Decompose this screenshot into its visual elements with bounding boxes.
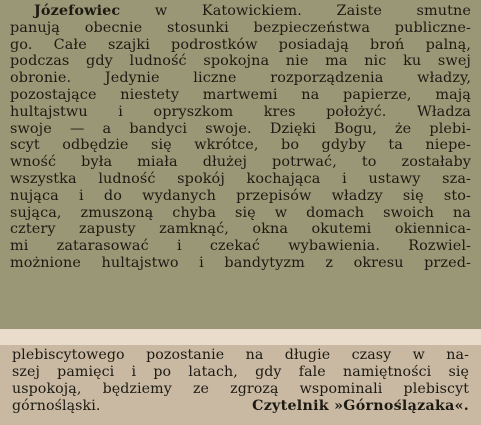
article-line: możnione hultajstwo i bandytyzm z okresu przed- [10,254,471,271]
headline-place: Józefowiec [34,2,121,19]
reader-signature: Czytelnik »Górnoślązaka«. [252,398,469,414]
article-line: pozostające niestety martwemi na papierze, mają [10,86,471,103]
article-line: panują obecnie stosunki bezpieczeństwa publiczne- [10,19,471,36]
article-line: mi zatarasować i czekać wybawienia. Rozwiel- [10,238,471,255]
signature-row [12,398,469,415]
article-clipping-bottom [0,345,481,425]
article-line: scyt odbędzie się wkrótce, bo gdyby ta niepe- [10,137,471,154]
article-line: nująca i do wydanych przepisów władzy się sto- [10,187,471,204]
article-line: hultajstwu i opryszkom kres położyć. Władza [10,103,471,120]
article-line: swoje — a bandyci swoje. Dzięki Bogu, że plebi- [10,120,471,137]
article-line: wszystka ludność spokój kochająca i ustawy sza- [10,170,471,187]
article-line: obronie. Jedynie liczne rozporządzenia władzy, [10,70,471,87]
closing-text: górnośląski. [12,398,101,414]
article-line: sująca, zmuszoną chyba się w domach swoich na [10,204,471,221]
article-line: go. Całe szajki podrostków posiadają broń palną, [10,36,471,53]
article-line: wność była miała dłużej potrwać, to zostałaby [10,154,471,171]
article-line: cztery zapusty zamknąć, okna okutemi okiennica- [10,221,471,238]
clipping-gap [0,329,481,345]
article-line: plebiscytowego pozostanie na długie czasy w na- [12,347,469,363]
first-line-text: w Katowickiem. Zaiste smutne [120,3,471,19]
article-line: uspokoją, będziemy ze zgrozą wspominali plebiscyt [12,381,469,397]
article-first-line [10,3,471,20]
article-line: podczas gdy ludność spokojna nie ma nic ku swej [10,53,471,70]
article-line: szej pamięci i po latach, gdy fale namiętności się [12,364,469,380]
